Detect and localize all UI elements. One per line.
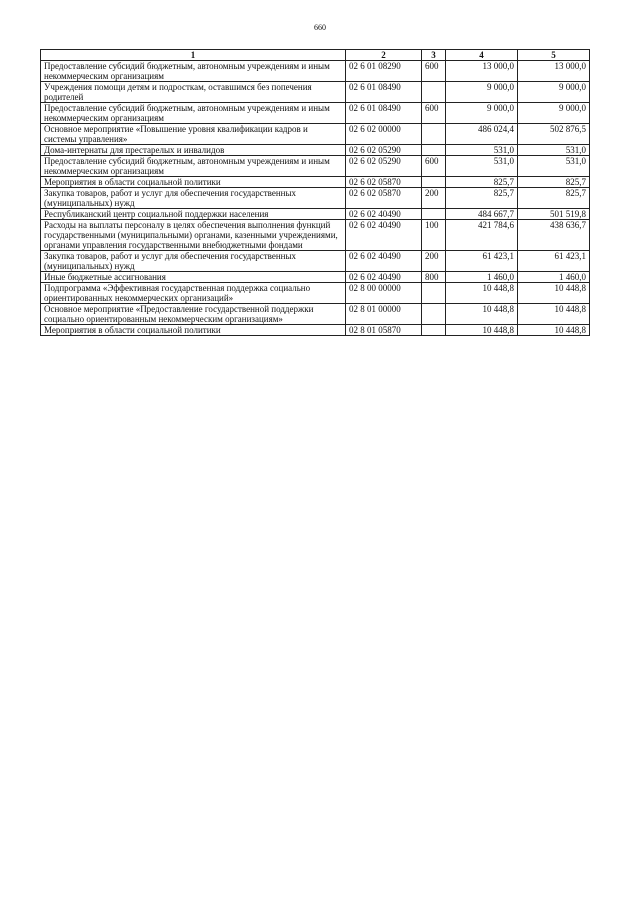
row-code-cell: 02 6 02 05290	[346, 156, 422, 177]
row-code-cell: 02 8 00 00000	[346, 283, 422, 304]
header-col-5: 5	[518, 50, 590, 61]
row-type-cell: 600	[422, 61, 446, 82]
row-value-2-cell: 501 519,8	[518, 209, 590, 220]
row-name-cell: Республиканский центр социальной поддержки населения	[41, 209, 346, 220]
row-type-cell	[422, 304, 446, 325]
row-value-2-cell: 61 423,1	[518, 251, 590, 272]
row-value-1-cell: 13 000,0	[446, 61, 518, 82]
row-name-cell: Мероприятия в области социальной политики	[41, 325, 346, 336]
row-code-cell: 02 6 02 00000	[346, 124, 422, 145]
row-code-cell: 02 6 02 05290	[346, 145, 422, 156]
row-value-2-cell: 531,0	[518, 145, 590, 156]
row-value-1-cell: 421 784,6	[446, 220, 518, 251]
row-type-cell	[422, 145, 446, 156]
row-type-cell	[422, 124, 446, 145]
row-value-2-cell: 9 000,0	[518, 82, 590, 103]
row-value-2-cell: 438 636,7	[518, 220, 590, 251]
row-name-cell: Учреждения помощи детям и подросткам, оставшимся без попечения родителей	[41, 82, 346, 103]
row-type-cell: 600	[422, 103, 446, 124]
row-code-cell: 02 6 02 40490	[346, 220, 422, 251]
row-value-1-cell: 825,7	[446, 177, 518, 188]
row-type-cell	[422, 82, 446, 103]
row-value-1-cell: 9 000,0	[446, 82, 518, 103]
budget-table	[40, 49, 590, 336]
row-value-2-cell: 531,0	[518, 156, 590, 177]
row-code-cell: 02 6 02 05870	[346, 177, 422, 188]
header-col-1: 1	[41, 50, 346, 61]
row-name-cell: Предоставление субсидий бюджетным, автономным учреждениям и иным некоммерческим организациям	[41, 61, 346, 82]
row-name-cell: Закупка товаров, работ и услуг для обеспечения государственных (муниципальных) нужд	[41, 188, 346, 209]
row-type-cell	[422, 209, 446, 220]
row-name-cell: Иные бюджетные ассигнования	[41, 272, 346, 283]
row-name-cell: Закупка товаров, работ и услуг для обеспечения государственных (муниципальных) нужд	[41, 251, 346, 272]
row-name-cell: Основное мероприятие «Предоставление государственной поддержки социально ориентированным некоммерческим организациям»	[41, 304, 346, 325]
row-value-1-cell: 531,0	[446, 145, 518, 156]
row-type-cell: 200	[422, 251, 446, 272]
row-type-cell	[422, 325, 446, 336]
row-value-2-cell: 13 000,0	[518, 61, 590, 82]
row-name-cell: Подпрограмма «Эффективная государственная поддержка социально ориентированных некоммерческих организаций»	[41, 283, 346, 304]
row-code-cell: 02 6 02 40490	[346, 209, 422, 220]
table-row	[41, 145, 590, 156]
row-value-1-cell: 1 460,0	[446, 272, 518, 283]
row-name-cell: Мероприятия в области социальной политики	[41, 177, 346, 188]
row-code-cell: 02 6 02 40490	[346, 251, 422, 272]
table-row	[41, 272, 590, 283]
row-code-cell: 02 6 01 08490	[346, 82, 422, 103]
row-code-cell: 02 8 01 00000	[346, 304, 422, 325]
row-value-1-cell: 10 448,8	[446, 283, 518, 304]
row-value-2-cell: 825,7	[518, 177, 590, 188]
table-row	[41, 220, 590, 251]
row-type-cell: 200	[422, 188, 446, 209]
row-value-1-cell: 10 448,8	[446, 325, 518, 336]
row-type-cell: 800	[422, 272, 446, 283]
row-value-2-cell: 10 448,8	[518, 325, 590, 336]
table-row	[41, 177, 590, 188]
row-type-cell	[422, 283, 446, 304]
row-value-2-cell: 502 876,5	[518, 124, 590, 145]
table-row	[41, 325, 590, 336]
row-value-2-cell: 825,7	[518, 188, 590, 209]
row-type-cell: 600	[422, 156, 446, 177]
row-value-1-cell: 531,0	[446, 156, 518, 177]
row-code-cell: 02 6 02 05870	[346, 188, 422, 209]
table-row	[41, 156, 590, 177]
table-row	[41, 124, 590, 145]
row-name-cell: Дома-интернаты для престарелых и инвалидов	[41, 145, 346, 156]
header-col-3: 3	[422, 50, 446, 61]
row-value-2-cell: 10 448,8	[518, 304, 590, 325]
header-col-2: 2	[346, 50, 422, 61]
row-name-cell: Предоставление субсидий бюджетным, автономным учреждениям и иным некоммерческим организациям	[41, 103, 346, 124]
table-row	[41, 209, 590, 220]
table-row	[41, 251, 590, 272]
row-type-cell: 100	[422, 220, 446, 251]
row-name-cell: Предоставление субсидий бюджетным, автономным учреждениям и иным некоммерческим организациям	[41, 156, 346, 177]
row-value-2-cell: 9 000,0	[518, 103, 590, 124]
table-row	[41, 304, 590, 325]
table-header-row	[41, 50, 590, 61]
table-row	[41, 103, 590, 124]
row-value-1-cell: 10 448,8	[446, 304, 518, 325]
table-row	[41, 61, 590, 82]
table-row	[41, 82, 590, 103]
row-value-2-cell: 10 448,8	[518, 283, 590, 304]
row-name-cell: Расходы на выплаты персоналу в целях обеспечения выполнения функций государственными (муниципальными) органами, казенными учреждениями, органами управления государственными внебюджетными фондами	[41, 220, 346, 251]
row-value-1-cell: 484 667,7	[446, 209, 518, 220]
row-code-cell: 02 8 01 05870	[346, 325, 422, 336]
row-name-cell: Основное мероприятие «Повышение уровня квалификации кадров и системы управления»	[41, 124, 346, 145]
row-type-cell	[422, 177, 446, 188]
row-code-cell: 02 6 01 08490	[346, 103, 422, 124]
table-row	[41, 283, 590, 304]
header-col-4: 4	[446, 50, 518, 61]
table-row	[41, 188, 590, 209]
row-value-2-cell: 1 460,0	[518, 272, 590, 283]
row-value-1-cell: 9 000,0	[446, 103, 518, 124]
page-number: 660	[314, 23, 326, 32]
row-code-cell: 02 6 01 08290	[346, 61, 422, 82]
row-value-1-cell: 825,7	[446, 188, 518, 209]
table-body	[41, 61, 590, 336]
row-value-1-cell: 61 423,1	[446, 251, 518, 272]
row-code-cell: 02 6 02 40490	[346, 272, 422, 283]
row-value-1-cell: 486 024,4	[446, 124, 518, 145]
